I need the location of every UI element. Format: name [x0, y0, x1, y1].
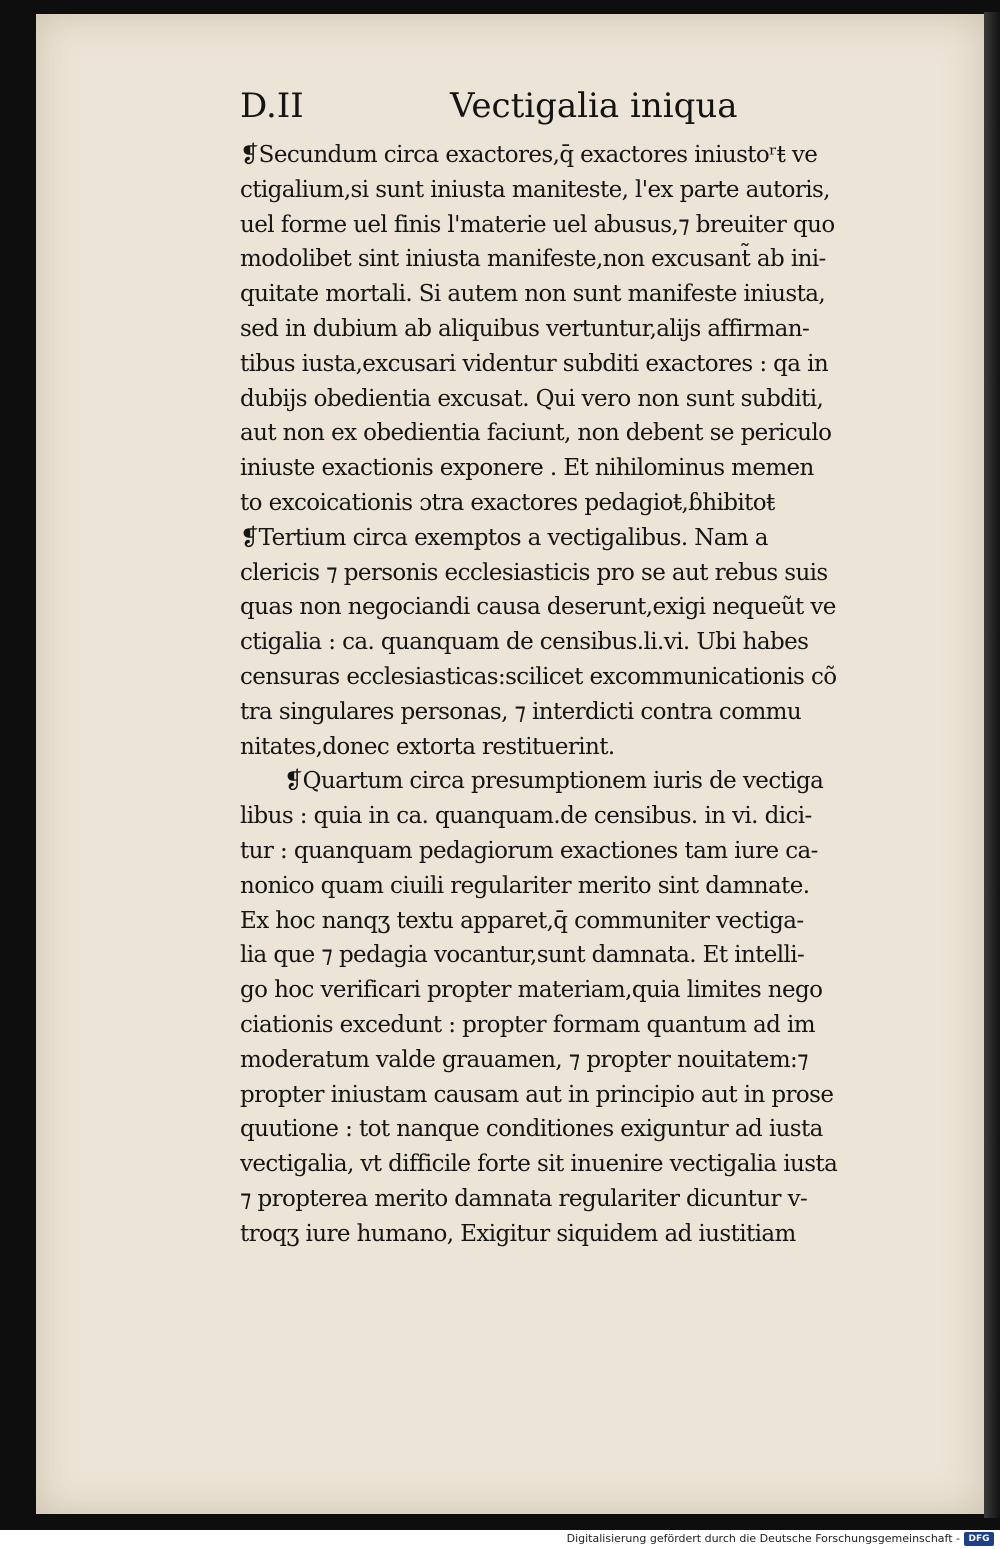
- text-line: nitates,donec extorta restituerint.: [240, 733, 615, 760]
- text-line: Ex hoc nanqʒ textu apparet,q̄ communiter vectiga-: [240, 907, 804, 934]
- text-line: ctigalia : ca. quanquam de censibus.li.vi. Ubi habes: [240, 629, 809, 656]
- text-line: ciationis excedunt : propter formam quantum ad im: [240, 1011, 815, 1038]
- text-line: lia que ⁊ pedagia vocantur,sunt damnata. Et intelli-: [240, 942, 805, 969]
- text-line: go hoc verificari propter materiam,quia limites nego: [240, 977, 823, 1004]
- text-line: moderatum valde grauamen, ⁊ propter nouitatem:⁊: [240, 1046, 809, 1073]
- dfg-logo: DFG: [964, 1532, 994, 1546]
- text-line: ❡Secundum circa exactores,q̄ exactores iniustoʳŧ ve: [240, 142, 818, 168]
- body-text: [240, 138, 940, 1252]
- text-line: tra singulares personas, ⁊ interdicti contra commu: [240, 698, 802, 725]
- digitization-credit: Digitalisierung gefördert durch die Deutsche Forschungsgemeinschaft -: [566, 1532, 960, 1545]
- text-line: sed in dubium ab aliquibus vertuntur,alijs affirman-: [240, 315, 810, 342]
- text-line: iniuste exactionis exponere . Et nihilominus memen: [240, 455, 814, 482]
- text-line: libus : quia in ca. quanquam.de censibus. in vi. dici-: [240, 803, 812, 830]
- text-line: ❡Quartum circa presumptionem iuris de vectiga: [284, 768, 824, 795]
- signature-mark: D.II: [240, 86, 304, 126]
- text-line: clericis ⁊ personis ecclesiasticis pro se aut rebus suis: [240, 559, 828, 586]
- text-line: propter iniustam causam aut in principio aut in prose: [240, 1081, 834, 1108]
- text-line: quutione : tot nanque conditiones exiguntur ad iusta: [240, 1116, 823, 1143]
- page-edge: [984, 12, 1000, 1518]
- running-title: Vectigalia iniqua: [450, 86, 738, 126]
- text-line: nonico quam ciuili regulariter merito sint damnate.: [240, 872, 810, 899]
- text-line: vectigalia, vt difficile forte sit inuenire vectigalia iusta: [240, 1151, 838, 1178]
- text-line: tur : quanquam pedagiorum exactiones tam iure ca-: [240, 837, 818, 864]
- page-header: [240, 86, 800, 136]
- text-line: aut non ex obedientia faciunt, non debent se periculo: [240, 420, 832, 447]
- text-line: tibus iusta,excusari videntur subditi exactores : qa in: [240, 350, 829, 377]
- text-line: ctigalium,si sunt iniusta maniteste, l'ex parte autoris,: [240, 176, 830, 203]
- text-line: troqʒ iure humano, Exigitur siquidem ad iustitiam: [240, 1220, 796, 1247]
- footer-bar: [0, 1530, 1000, 1549]
- text-line: quas non negociandi causa deserunt,exigi nequeũt ve: [240, 594, 836, 621]
- text-line: uel forme uel finis l'materie uel abusus,⁊ breuiter quo: [240, 211, 835, 238]
- text-line: ❡Tertium circa exemptos a vectigalibus. Nam a: [240, 524, 768, 551]
- text-line: ⁊ propterea merito damnata regulariter dicuntur v-: [240, 1185, 808, 1212]
- text-line: modolibet sint iniusta manifeste,non excusant̃ ab ini-: [240, 246, 826, 273]
- text-line: to excoicationis ɔtra exactores pedagioŧ,ɓhibitoŧ: [240, 489, 775, 516]
- text-line: dubijs obedientia excusat. Qui vero non sunt subditi,: [240, 385, 824, 412]
- text-line: quitate mortali. Si autem non sunt manifeste iniusta,: [240, 281, 826, 308]
- text-line: censuras ecclesiasticas:scilicet excommunicationis cõ: [240, 663, 837, 690]
